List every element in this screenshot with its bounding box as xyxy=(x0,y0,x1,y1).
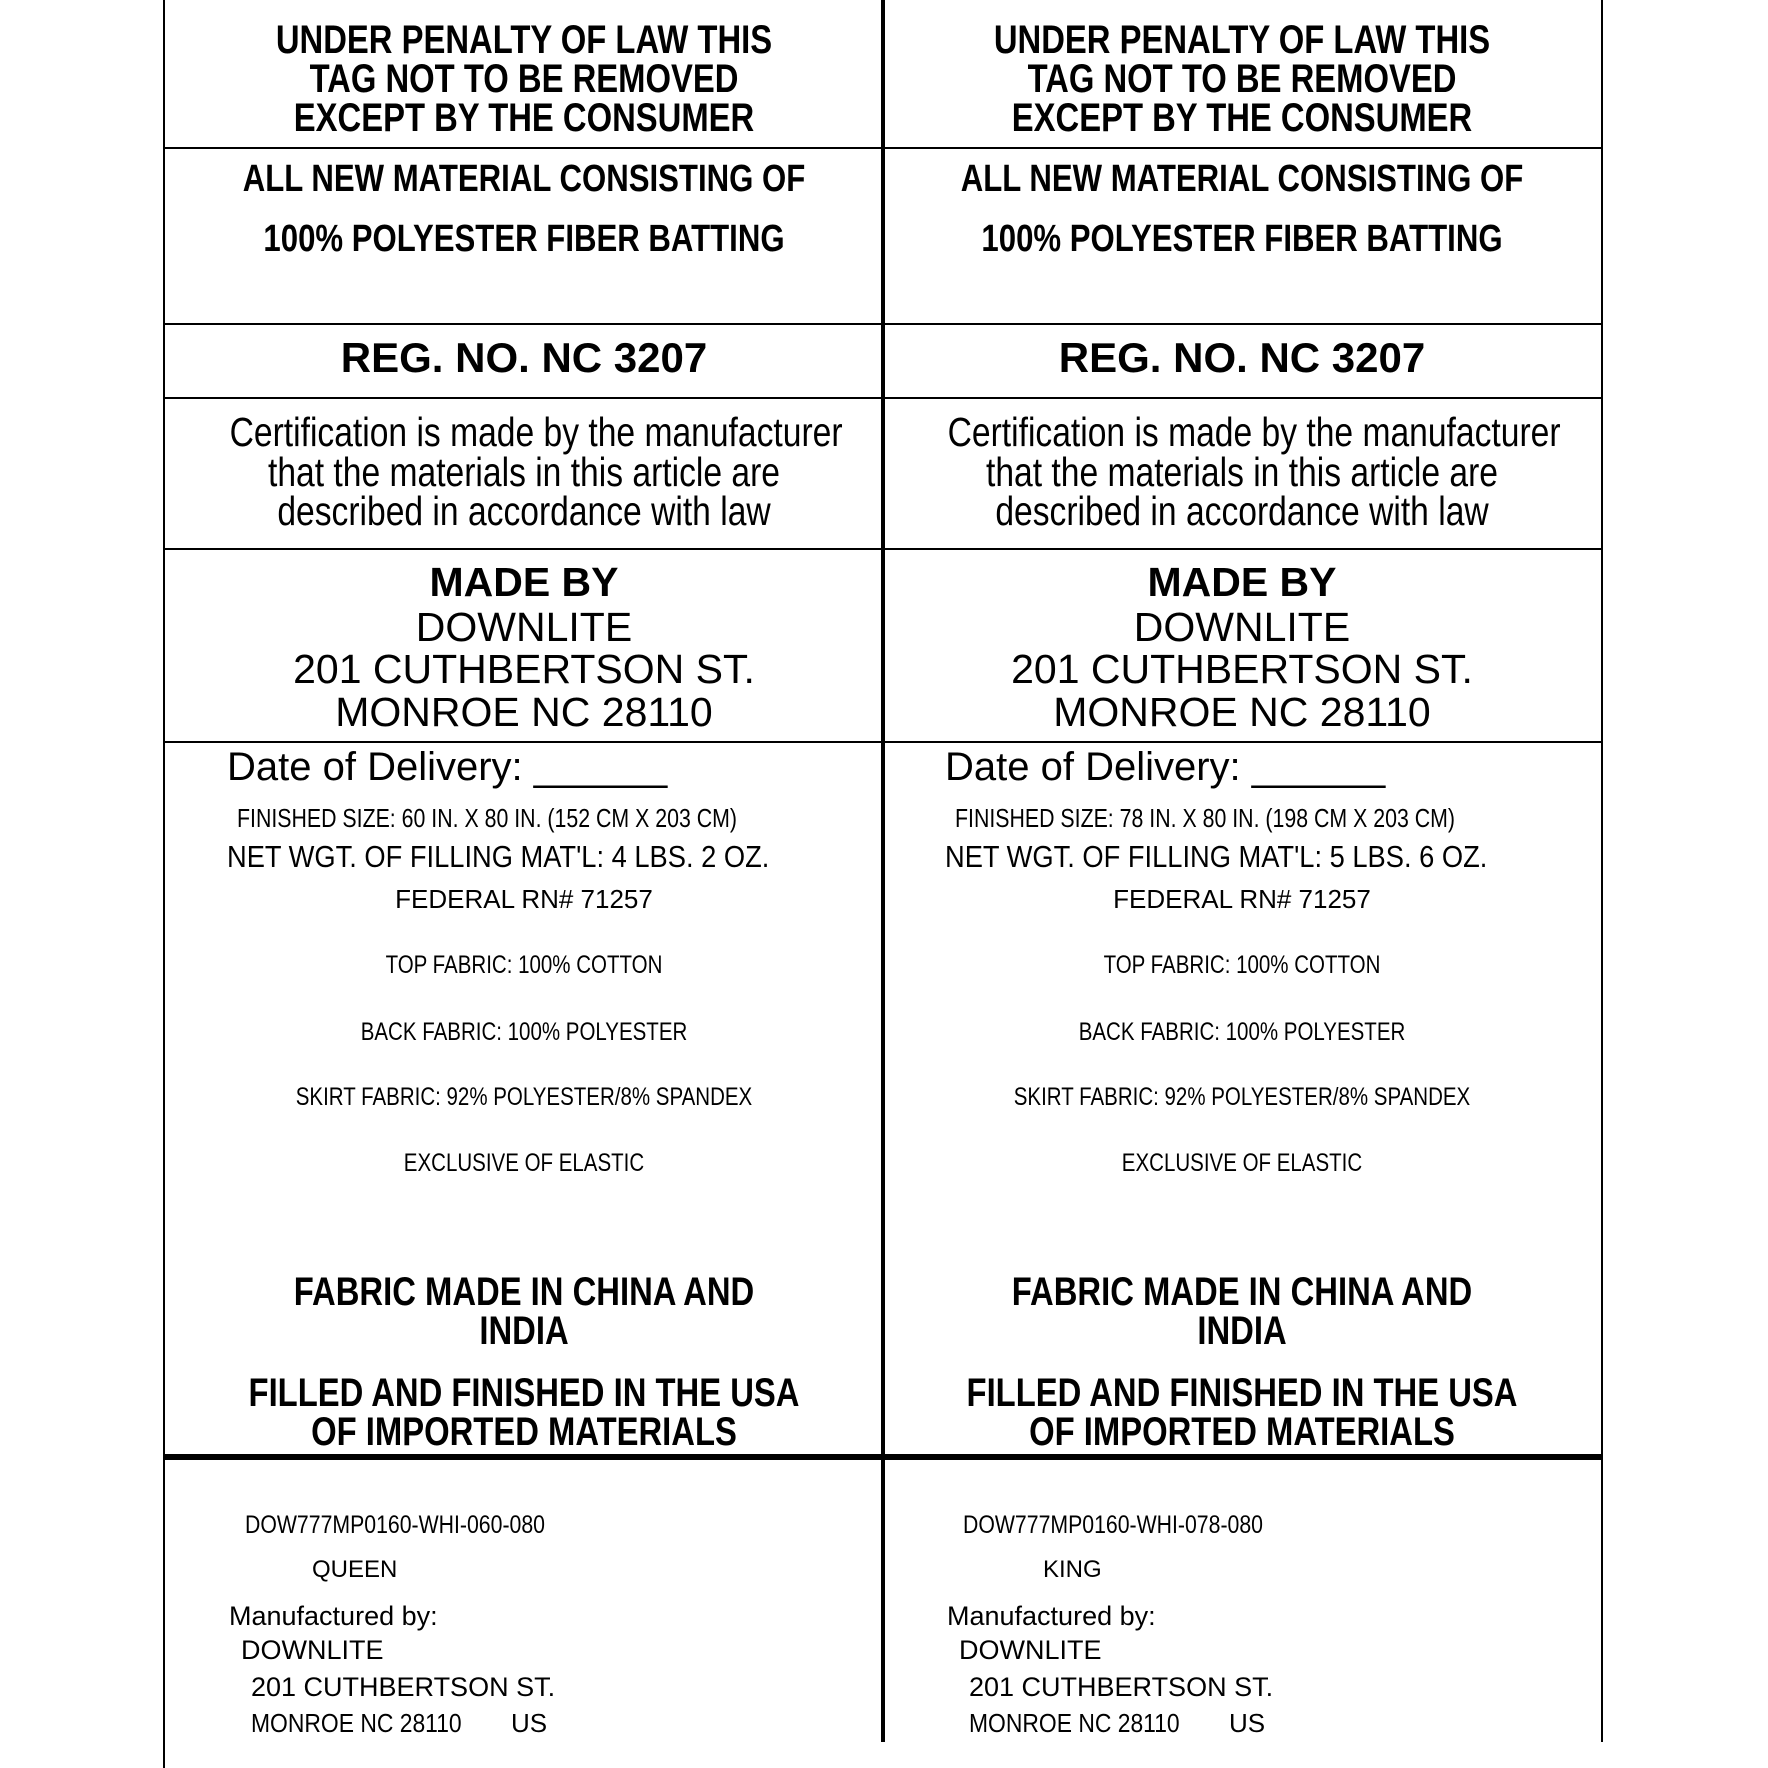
manufacturer-country: US xyxy=(511,1708,548,1738)
date-of-delivery-field: Date of Delivery: ______ xyxy=(945,745,1386,789)
filled-line-2: OF IMPORTED MATERIALS xyxy=(311,1410,737,1454)
certification-line-1: Certification is made by the manufacturer xyxy=(947,409,1561,455)
certification-line-3: described in accordance with law xyxy=(995,488,1489,534)
back-fabric: BACK FABRIC: 100% POLYESTER xyxy=(1078,1018,1406,1046)
divider-line-thick xyxy=(883,1454,1601,1460)
warning-line-3: EXCEPT BY THE CONSUMER xyxy=(1011,96,1473,140)
finished-size: FINISHED SIZE: 78 IN. X 80 IN. (198 CM X 203 CM) xyxy=(955,803,1455,833)
material-line-2: 100% POLYESTER FIBER BATTING xyxy=(263,218,785,260)
size-name: QUEEN xyxy=(312,1556,398,1583)
warning-line-2: TAG NOT TO BE REMOVED xyxy=(309,57,739,101)
warning-line-1: UNDER PENALTY OF LAW THIS xyxy=(275,18,773,62)
finished-size: FINISHED SIZE: 60 IN. X 80 IN. (152 CM X 203 CM) xyxy=(237,803,737,833)
top-fabric: TOP FABRIC: 100% COTTON xyxy=(1103,951,1381,979)
warning-line-3: EXCEPT BY THE CONSUMER xyxy=(293,96,755,140)
skirt-fabric: SKIRT FABRIC: 92% POLYESTER/8% SPANDEX xyxy=(295,1083,753,1111)
divider-line xyxy=(165,323,883,325)
maker-street: 201 CUTHBERTSON ST. xyxy=(293,646,755,692)
origin-line-2: INDIA xyxy=(1197,1309,1287,1353)
net-weight: NET WGT. OF FILLING MAT'L: 5 LBS. 6 OZ. xyxy=(945,839,1488,874)
federal-rn: FEDERAL RN# 71257 xyxy=(395,884,653,914)
skirt-fabric: SKIRT FABRIC: 92% POLYESTER/8% SPANDEX xyxy=(1013,1083,1471,1111)
manufacturer-street: 201 CUTHBERTSON ST. xyxy=(251,1672,556,1702)
divider-line xyxy=(883,323,1601,325)
sku-code: DOW777MP0160-WHI-078-080 xyxy=(963,1511,1263,1539)
law-tag-queen xyxy=(163,0,883,1768)
manufacturer-city: MONROE NC 28110 xyxy=(969,1708,1180,1738)
divider-line xyxy=(165,548,883,550)
manufacturer-name: DOWNLITE xyxy=(241,1635,384,1665)
certification-line-1: Certification is made by the manufacturer xyxy=(229,409,843,455)
made-by-heading: MADE BY xyxy=(1147,559,1337,605)
made-by-heading: MADE BY xyxy=(429,559,619,605)
origin-line-2: INDIA xyxy=(479,1309,569,1353)
reg-number: REG. NO. NC 3207 xyxy=(1058,334,1426,381)
divider-line-thick xyxy=(165,1454,883,1460)
certification-line-2: that the materials in this article are xyxy=(267,449,780,495)
certification-line-3: described in accordance with law xyxy=(277,488,771,534)
maker-name: DOWNLITE xyxy=(415,604,633,650)
maker-city: MONROE NC 28110 xyxy=(335,689,713,735)
origin-line-1: FABRIC MADE IN CHINA AND xyxy=(1011,1270,1473,1314)
maker-city: MONROE NC 28110 xyxy=(1053,689,1431,735)
manufacturer-city: MONROE NC 28110 xyxy=(251,1708,462,1738)
origin-line-1: FABRIC MADE IN CHINA AND xyxy=(293,1270,755,1314)
warning-line-1: UNDER PENALTY OF LAW THIS xyxy=(993,18,1491,62)
warning-line-2: TAG NOT TO BE REMOVED xyxy=(1027,57,1457,101)
certification-line-2: that the materials in this article are xyxy=(985,449,1498,495)
net-weight: NET WGT. OF FILLING MAT'L: 4 LBS. 2 OZ. xyxy=(227,839,770,874)
federal-rn: FEDERAL RN# 71257 xyxy=(1113,884,1371,914)
reg-number: REG. NO. NC 3207 xyxy=(340,334,708,381)
size-name: KING xyxy=(1043,1556,1102,1583)
law-tag-king xyxy=(881,0,1603,1742)
divider-line xyxy=(883,147,1601,149)
filled-line-1: FILLED AND FINISHED IN THE USA xyxy=(248,1371,800,1415)
material-line-2: 100% POLYESTER FIBER BATTING xyxy=(981,218,1503,260)
maker-street: 201 CUTHBERTSON ST. xyxy=(1011,646,1473,692)
manufactured-by-label: Manufactured by: xyxy=(947,1601,1156,1631)
manufacturer-street: 201 CUTHBERTSON ST. xyxy=(969,1672,1274,1702)
divider-line xyxy=(165,741,883,743)
manufacturer-name: DOWNLITE xyxy=(959,1635,1102,1665)
top-fabric: TOP FABRIC: 100% COTTON xyxy=(385,951,663,979)
exclusive-of-elastic: EXCLUSIVE OF ELASTIC xyxy=(1121,1149,1363,1177)
divider-line xyxy=(165,147,883,149)
date-of-delivery-field: Date of Delivery: ______ xyxy=(227,745,668,789)
material-line-1: ALL NEW MATERIAL CONSISTING OF xyxy=(960,158,1524,200)
manufactured-by-label: Manufactured by: xyxy=(229,1601,438,1631)
exclusive-of-elastic: EXCLUSIVE OF ELASTIC xyxy=(403,1149,645,1177)
material-line-1: ALL NEW MATERIAL CONSISTING OF xyxy=(242,158,806,200)
divider-line xyxy=(883,741,1601,743)
filled-line-1: FILLED AND FINISHED IN THE USA xyxy=(966,1371,1518,1415)
divider-line xyxy=(883,397,1601,399)
divider-line xyxy=(165,397,883,399)
filled-line-2: OF IMPORTED MATERIALS xyxy=(1029,1410,1455,1454)
maker-name: DOWNLITE xyxy=(1133,604,1351,650)
manufacturer-country: US xyxy=(1229,1708,1266,1738)
back-fabric: BACK FABRIC: 100% POLYESTER xyxy=(360,1018,688,1046)
sku-code: DOW777MP0160-WHI-060-080 xyxy=(245,1511,545,1539)
divider-line xyxy=(883,548,1601,550)
